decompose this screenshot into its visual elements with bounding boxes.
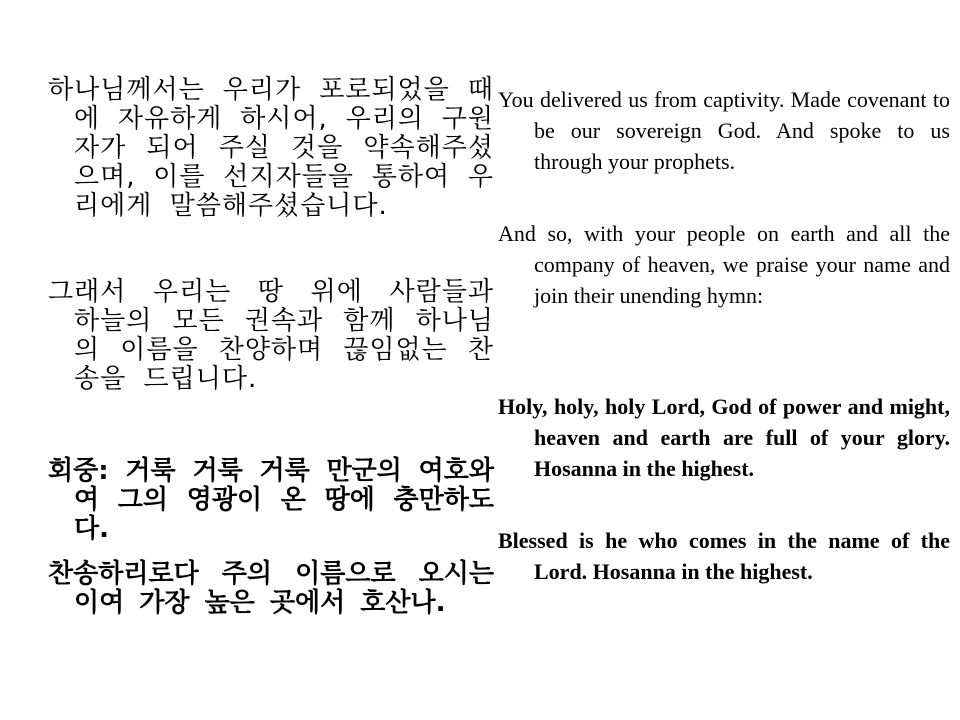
korean-paragraph-2: 그래서 우리는 땅 위에 사람들과 하늘의 모든 권속과 함께 하나님의 이름을 찬양하며 끊임없는 찬송을 드립니다. <box>48 277 494 394</box>
korean-paragraph-1: 하나님께서는 우리가 포로되었을 때에 자유하게 하시어, 우리의 구원자가 되어 주실 것을 약속해주셨으며, 이를 선지자들을 통하여 우리에게 말씀해주셨습니다. <box>48 75 494 221</box>
english-paragraph-2: And so, with your people on earth and all the company of heaven, we praise your name and join their unending hymn: <box>498 221 950 308</box>
english-paragraph-1: You delivered us from captivity. Made covenant to be our sovereign God. And spoke to us through your prophets. <box>498 87 950 174</box>
korean-benedictus: 찬송하리로다 주의 이름으로 오시는 이여 가장 높은 곳에서 호산나. <box>48 559 494 618</box>
english-benedictus: Blessed is he who comes in the name of the Lord. Hosanna in the highest. <box>498 528 950 584</box>
english-sanctus: Holy, holy, holy Lord, God of power and might, heaven and earth are full of your glory. Hosanna in the highest. <box>498 394 950 481</box>
korean-congregation-response: 회중: 거룩 거룩 거룩 만군의 여호와여 그의 영광이 온 땅에 충만하도다. <box>48 456 494 544</box>
